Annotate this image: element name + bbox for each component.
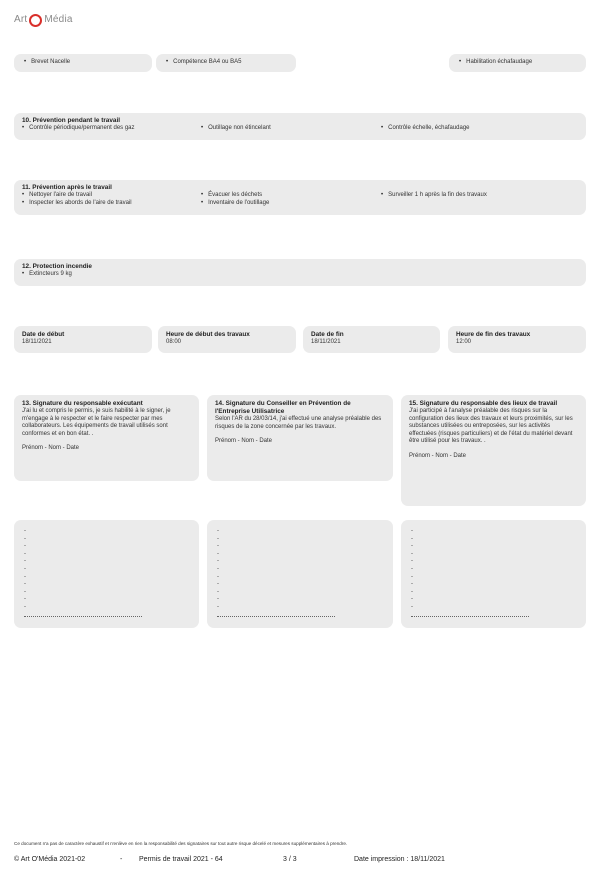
start-time-box <box>158 326 296 353</box>
signature-field-line: - <box>411 535 413 542</box>
section-prevention-after-work <box>14 180 586 215</box>
signature-field-line: - <box>24 588 26 595</box>
signature-field-line: - <box>217 528 219 534</box>
signature-field-line: - <box>217 588 219 595</box>
signature-field-line: - <box>217 565 219 572</box>
signature-field-line: - <box>24 558 26 565</box>
end-date-box <box>303 326 440 353</box>
section-title: 11. Prévention après le travail <box>22 184 112 191</box>
signature-name-line: Prénom - Nom - Date <box>215 438 273 445</box>
signature-field-line: - <box>217 550 219 557</box>
signature-field-line: - <box>217 558 219 565</box>
start-date-box <box>14 326 152 353</box>
signature-field-line: - <box>24 543 26 550</box>
footer-document-ref: Permis de travail 2021 - 64 <box>139 856 223 863</box>
list-item: • Inventaire de l'outillage <box>201 200 269 208</box>
footer-copyright: © Art O'Média 2021-02 <box>14 856 86 863</box>
start-date-value: 18/11/2021 <box>22 339 52 345</box>
signature-field-line: - <box>411 588 413 595</box>
footer-page-number: 3 / 3 <box>283 856 297 863</box>
signature-statement: J'ai lu et compris le permis, je suis habilité à le signer, je m'engage à le respecter et le faire respecter par mes collaborateurs. Les équipements de travail utilisés sont conformes et en bon état. . <box>22 408 171 437</box>
list-item: • Surveiller 1 h après la fin des travaux <box>381 192 487 200</box>
signature-field-line: - <box>411 550 413 557</box>
qualification-item: • Compétence BA4 ou BA5 <box>166 59 242 67</box>
section-prevention-during-work <box>14 113 586 140</box>
qualification-box-1 <box>14 54 152 72</box>
signature-name-line: Prénom - Nom - Date <box>409 452 467 459</box>
signature-dotted-line <box>24 612 142 617</box>
footer-print-date: Date impression : 18/11/2021 <box>354 856 445 863</box>
signature-field-line: - <box>411 603 413 610</box>
signature-field-line: - <box>24 603 26 610</box>
qualification-box-2 <box>156 54 296 72</box>
signature-field-line: - <box>217 535 219 542</box>
signature-field-line: - <box>411 573 413 580</box>
list-item: • Contrôle périodique/permanent des gaz <box>22 125 135 133</box>
signature-box-executor <box>14 395 199 481</box>
signature-field-line: - <box>24 550 26 557</box>
signature-field-lines <box>411 528 576 612</box>
signature-box-prevention-advisor <box>207 395 393 481</box>
list-item: • Extincteurs 9 kg <box>22 271 72 279</box>
logo-ring-icon <box>29 14 42 27</box>
end-date-label: Date de fin <box>311 331 344 338</box>
signature-field-line: - <box>24 565 26 572</box>
signature-field-line: - <box>24 596 26 603</box>
start-date-label: Date de début <box>22 331 65 338</box>
company-logo <box>14 8 73 30</box>
signature-field-prevention-advisor[interactable] <box>207 520 393 628</box>
list-item: • Nettoyer l'aire de travail <box>22 192 92 200</box>
signature-statement: Selon l'AR du 28/03/14, j'ai effectué une analyse préalable des risques de la zone concernée par les travaux. <box>215 416 382 430</box>
signature-field-line: - <box>411 528 413 534</box>
end-time-label: Heure de fin des travaux <box>456 331 531 338</box>
signature-title: 14. Signature du Conseiller en Prévention de l'Entreprise Utilisatrice <box>215 400 351 415</box>
signature-field-line: - <box>411 596 413 603</box>
signature-name-line: Prénom - Nom - Date <box>22 445 80 452</box>
list-item: • Outillage non étincelant <box>201 125 271 133</box>
signature-field-line: - <box>24 528 26 534</box>
qualification-item: • Brevet Nacelle <box>24 59 70 67</box>
signature-field-line: - <box>24 581 26 588</box>
end-date-value: 18/11/2021 <box>311 339 341 345</box>
start-time-label: Heure de début des travaux <box>166 331 250 338</box>
signature-field-lines <box>217 528 383 612</box>
end-time-value: 12:00 <box>456 339 472 345</box>
end-time-box <box>448 326 586 353</box>
signature-field-line: - <box>411 558 413 565</box>
section-title: 10. Prévention pendant le travail <box>22 117 121 124</box>
signature-field-line: - <box>24 573 26 580</box>
section-title: 12. Protection incendie <box>22 263 92 270</box>
list-item: • Contrôle échelle, échafaudage <box>381 125 470 133</box>
qualification-item: • Habilitation échafaudage <box>459 59 532 67</box>
signature-field-line: - <box>217 581 219 588</box>
signature-field-line: - <box>217 603 219 610</box>
signature-field-line: - <box>217 596 219 603</box>
logo-text-left: Art <box>14 13 28 25</box>
disclaimer-note: Ce document n'a pas de caractère exhaustif et n'enlève en rien la responsabilité des signataires sur tout autre risque décelé et mesures supplémentaires à prendre. <box>14 841 348 846</box>
signature-field-line: - <box>217 543 219 550</box>
signature-box-site-manager <box>401 395 586 506</box>
signature-field-site-manager[interactable] <box>401 520 586 628</box>
qualification-box-3 <box>449 54 586 72</box>
signature-field-line: - <box>217 573 219 580</box>
signature-field-lines <box>24 528 189 612</box>
list-item: • Inspecter les abords de l'aire de travail <box>22 200 132 208</box>
signature-statement: J'ai participé à l'analyse préalable des risques sur la configuration des lieux des travaux et leurs proximités, sur les substances utilisées ou entreposées, sur les activités effectuées (risques particuliers) et de l'état du matériel devant être utilisé pour les travaux. . <box>409 408 573 445</box>
footer-separator: - <box>120 856 123 863</box>
section-fire-protection <box>14 259 586 286</box>
signature-dotted-line <box>411 612 529 617</box>
start-time-value: 08:00 <box>166 339 182 345</box>
list-item: • Évacuer les déchets <box>201 192 262 200</box>
logo-text-right: Média <box>44 13 73 25</box>
signature-field-line: - <box>411 543 413 550</box>
signature-field-line: - <box>411 581 413 588</box>
signature-field-executor[interactable] <box>14 520 199 628</box>
signature-dotted-line <box>217 612 335 617</box>
signature-field-line: - <box>24 535 26 542</box>
signature-title: 13. Signature du responsable exécutant <box>22 400 143 407</box>
signature-title: 15. Signature du responsable des lieux de travail <box>409 400 558 407</box>
signature-field-line: - <box>411 565 413 572</box>
